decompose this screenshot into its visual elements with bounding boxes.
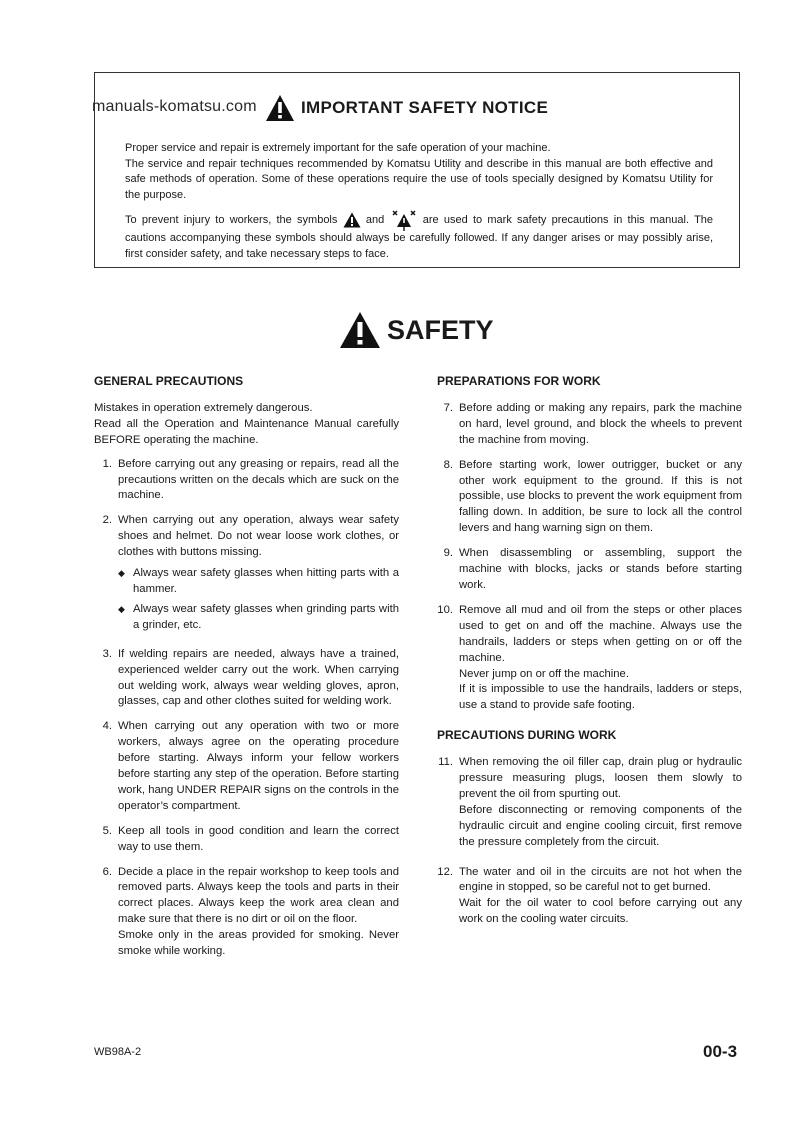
list-item: 4. When carrying out any operation with two or more workers, always agree on the operating procedure before starting. Always inform your fellow workers before starting any step of the operation. Before starting work, hang UNDER REPAIR signs on the controls in the operator’s compartment.	[102, 720, 399, 812]
left-column	[94, 374, 399, 969]
watermark: manuals-komatsu.com	[92, 98, 257, 115]
page-number: 00-3	[703, 1042, 738, 1061]
list-item: 5. Keep all tools in good condition and learn the correct way to use them.	[102, 824, 399, 853]
safety-title: SAFETY	[387, 314, 494, 345]
general-intro: Mistakes in operation extremely dangerous. Read all the Operation and Maintenance Manual carefully BEFORE operating the machine.	[94, 401, 399, 446]
list-item: 6. Decide a place in the repair workshop to keep tools and removed parts. Always keep the tools and parts in their correct places. Always keep the work area clean and make sure that there is no dirt or oil on the floor. Smoke only in the areas provided for smoking. Never smoke while working.	[102, 865, 399, 958]
notice-paragraph-1: Proper service and repair is extremely important for the safe operation of your machine.	[125, 142, 551, 154]
preparations-heading: PREPARATIONS FOR WORK	[437, 374, 601, 388]
warning-triangle-icon	[265, 94, 295, 122]
safety-heading	[339, 308, 494, 352]
warning-triangle-icon	[343, 212, 361, 228]
list-item: 12. The water and oil in the circuits are not hot when the engine in stopped, so be careful not to get burned. Wait for the oil water to cool before carrying out any work on the cooling water circuits.	[437, 865, 742, 926]
hazard-sparkle-triangle-icon	[390, 209, 418, 231]
right-column	[437, 374, 742, 937]
during-work-heading: PRECAUTIONS DURING WORK	[437, 728, 617, 743]
model-code: WB98A-2	[94, 1046, 142, 1058]
list-item: 3. If welding repairs are needed, always have a trained, experienced welder carry out the work. When carrying out welding work, always wear welding gloves, apron, glasses, cap and other clothes suited for welding work.	[102, 647, 399, 708]
warning-triangle-icon	[339, 311, 381, 349]
list-item: 10. Remove all mud and oil from the steps or other places used to get on and off the machine. Always use the handrails, ladders or steps when getting on or off the machine. Never jump on or off the machine. If it is impossible to use the handrails, ladders or steps, use a stand to provide safe footing.	[437, 603, 742, 712]
bullet-item: ◆ Always wear safety glasses when grinding parts with a grinder, etc.	[118, 602, 399, 634]
list-item: 7. Before adding or making any repairs, park the machine on hard, level ground, and block the wheels to prevent the machine from moving.	[443, 401, 742, 446]
general-precautions-heading: GENERAL PRECAUTIONS	[94, 374, 244, 388]
bullet-icon: ◆	[118, 603, 125, 614]
list-item: 9. When disassembling or assembling, support the machine with blocks, jacks or stands before starting work.	[443, 547, 742, 591]
notice-heading	[265, 91, 548, 125]
bullet-list	[118, 566, 399, 634]
list-item: 11. When removing the oil filler cap, drain plug or hydraulic pressure measuring plugs, loosen them slowly to prevent the oil from spurting out. Before disconnecting or removing components of the hydraulic circuit and engine cooling circuit, first remove the pressure completely from the circuit.	[438, 756, 742, 848]
list-item: 8. Before starting work, lower outrigger, bucket or any other work equipment to the ground. If this is not possible, use blocks to prevent the work equipment from falling down. In addition, be sure to lock all the control levers and hang warning sign on them.	[443, 458, 742, 535]
list-item: 2. When carrying out any operation, always wear safety shoes and helmet. Do not wear loose work clothes, or clothes with buttons missing. ◆ Always wear safety glasses when hitting parts with a hammer. ◆ Always wear safety glasses when grinding parts with a grinder, etc.	[94, 513, 399, 637]
notice-paragraph-2: The service and repair techniques recommended by Komatsu Utility and describe in this manual are both effective and safe methods of operation. Some of these operations require the use of tools specially designed by Komatsu Utility for the purpose.	[125, 157, 713, 201]
bullet-item: ◆ Always wear safety glasses when hitting parts with a hammer.	[118, 566, 399, 598]
bullet-icon: ◆	[118, 568, 125, 579]
notice-body	[125, 141, 713, 263]
list-item: 1. Before carrying out any greasing or repairs, read all the precautions written on the decals which are suck on the machine.	[102, 457, 399, 502]
notice-paragraph-3: To prevent injury to workers, the symbols and are used to mark safety precautions in this manual. The cautions accompanying these symbols should always be carefully followed. If any danger arises or may possibly arise, first consider safety, and take necessary steps to face.	[125, 209, 713, 262]
notice-title: IMPORTANT SAFETY NOTICE	[301, 98, 549, 117]
